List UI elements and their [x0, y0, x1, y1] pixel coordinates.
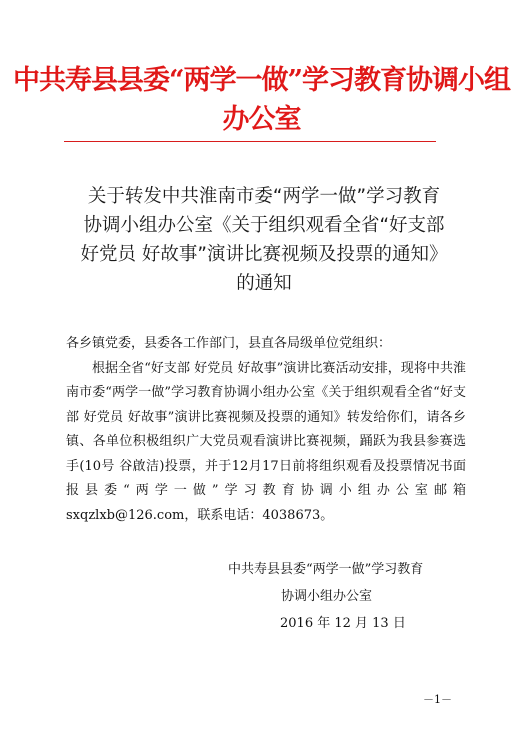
document-title-line: 关于转发中共淮南市委“两学一做”学习教育: [87, 186, 441, 207]
body-paragraph: 根据全省“好支部 好党员 好故事”演讲比赛活动安排，现将中共淮南市委“两学一做”学习教育协调小组办公室《关于组织观看全省“好支部 好党员 好故事”演讲比赛视频及投票的通知》转发给你们，请各乡镇、各单位积极组织广大党员观看演讲比赛视频，踊跃为我县参赛选手(10号 谷啟洁)投票，并于12月17日前将组织观看及投票情况书面报县委“两学一做”学习教育协调小组办公室邮箱 sxqzlxb@126.com，联系电话：4038673。: [66, 360, 466, 523]
document-body: [66, 332, 466, 528]
document-title-line: 好党员 好故事”演讲比赛视频及投票的通知》: [80, 244, 448, 265]
page-number: －1－: [423, 693, 452, 706]
signature-org-line-1: 中共寿县县委“两学一做”学习教育: [228, 562, 424, 577]
red-divider-line: [64, 141, 436, 142]
document-title-line: 的通知: [236, 273, 292, 294]
signature-org-line-2: 协调小组办公室: [281, 589, 373, 604]
signature-date: 2016 年 12 月 13 日: [280, 616, 406, 631]
header-title: 中共寿县县委“两学一做”学习教育协调小组办公室: [12, 65, 511, 135]
document-title-line: 协调小组办公室《关于组织观看全省“好支部: [83, 215, 445, 236]
signature-block: [228, 556, 468, 637]
salutation: 各乡镇党委，县委各工作部门，县直各局级单位党组织：: [66, 336, 392, 351]
document-title: [74, 182, 454, 298]
